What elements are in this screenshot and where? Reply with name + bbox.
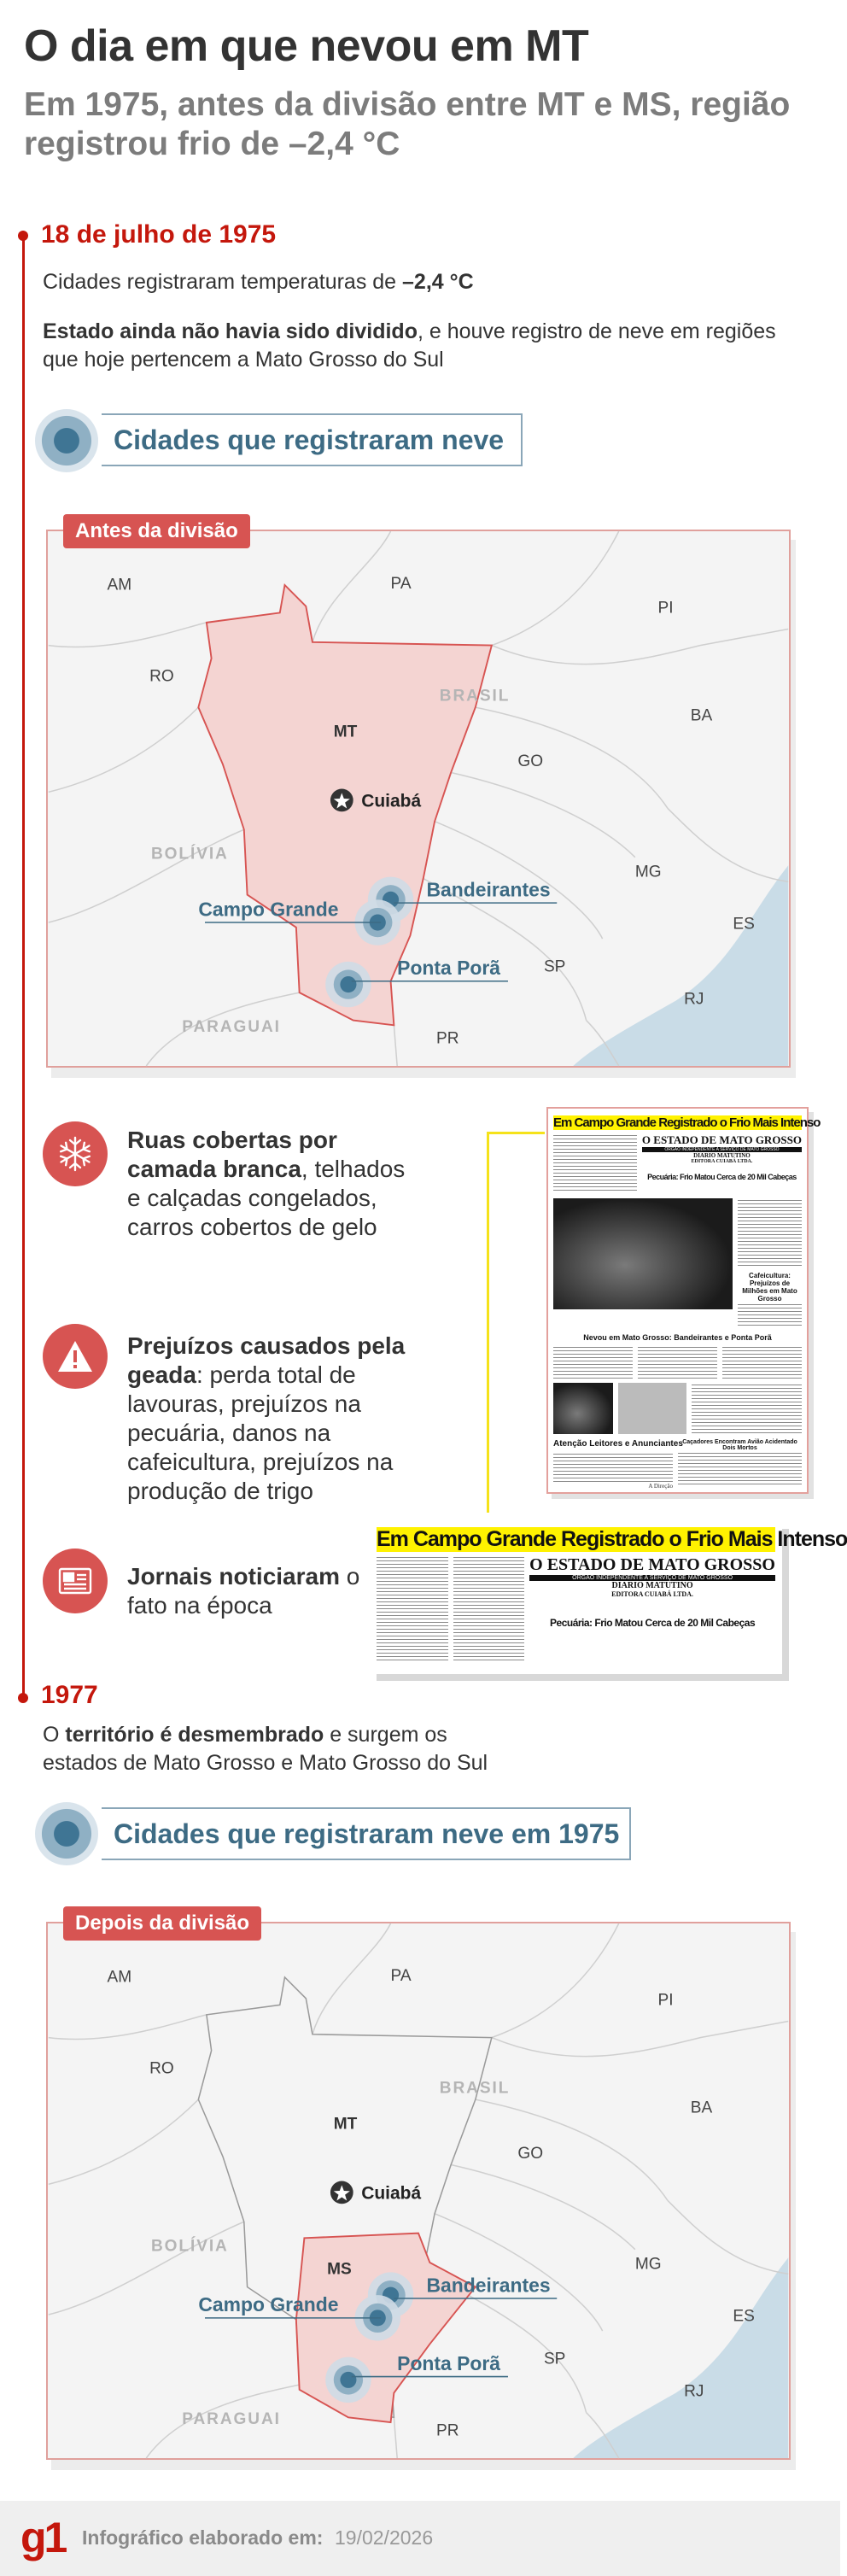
newspaper-edition: DIARIO MATUTINO xyxy=(693,1152,751,1159)
state-label-pi: PI xyxy=(657,599,674,618)
state-label-mt: MT xyxy=(333,723,358,741)
snow-marker-core xyxy=(340,2372,356,2388)
country-label-paraguai: PARAGUAI xyxy=(182,1017,281,1036)
timeline-dot-1975 xyxy=(18,231,28,241)
snow-marker-icon xyxy=(35,409,98,472)
newspaper-masthead: O ESTADO DE MATO GROSSO xyxy=(529,1555,775,1574)
date-1977: 1977 xyxy=(41,1681,98,1709)
map-tab-before: Antes da divisão xyxy=(63,514,250,548)
state-label-am: AM xyxy=(107,576,132,594)
timeline-dot-1977 xyxy=(18,1693,28,1703)
fact-bold: Jornais noticiaram xyxy=(127,1563,340,1590)
snow-legend: Cidades que registraram neve xyxy=(102,413,523,466)
newspaper-subheadline: Pecuária: Frio Matou Cerca de 20 Mil Cabeças xyxy=(647,1173,797,1181)
date-1975: 18 de julho de 1975 xyxy=(41,220,277,249)
fact-snow xyxy=(127,1126,409,1242)
page-title: O dia em que nevou em MT xyxy=(24,21,589,71)
newspaper-story: Cafeicultura: Prejuízos de Milhões em Mato Grosso xyxy=(742,1272,797,1303)
map-after-division xyxy=(46,1922,791,2460)
newspaper-story: Atenção Leitores e Anunciantes xyxy=(553,1439,683,1449)
state-label-ro: RO xyxy=(149,2059,174,2078)
division-text xyxy=(43,318,777,374)
newspaper-publisher: EDITORA CUIABÁ LTDA. xyxy=(611,1590,693,1598)
state-label-ba: BA xyxy=(690,706,713,725)
country-label-paraguai: PARAGUAI xyxy=(182,2409,281,2428)
snow-marker-core xyxy=(340,976,356,992)
fact-damage xyxy=(127,1332,409,1506)
city-label-campo-grande: Campo Grande xyxy=(198,2293,339,2316)
newspaper-headline: Em Campo Grande Registrado o Frio Mais Intenso xyxy=(553,1115,821,1130)
division-bold: Estado ainda não havia sido dividido xyxy=(43,319,418,343)
fact-bold: Ruas cobertas por camada branca xyxy=(127,1127,337,1182)
map-before-division xyxy=(46,530,791,1068)
country-label-bolivia: BOLÍVIA xyxy=(151,845,229,864)
city-label-ponta-pora: Ponta Porã xyxy=(397,957,501,980)
state-label-sp: SP xyxy=(543,2350,566,2368)
city-label-ponta-pora: Ponta Porã xyxy=(397,2351,501,2374)
state-label-ba: BA xyxy=(690,2099,713,2117)
fact-bold: Prejuízos causados pela geada xyxy=(127,1332,406,1388)
state-label-ms: MS xyxy=(327,2260,352,2279)
newspaper-story: Nevou em Mato Grosso: Bandeirantes e Ponta Porã xyxy=(583,1333,772,1342)
newspaper-masthead: O ESTADO DE MATO GROSSO xyxy=(641,1133,802,1146)
state-label-ro: RO xyxy=(149,667,174,686)
state-label-pa: PA xyxy=(390,1966,412,1985)
country-label-bolivia: BOLÍVIA xyxy=(151,2237,229,2256)
division-rest: , e houve registro de neve em regiões que hoje pertencem a Mato Grosso do Sul xyxy=(43,319,776,372)
newspaper-icon xyxy=(43,1549,108,1613)
state-label-sp: SP xyxy=(543,957,566,976)
snowflake-icon xyxy=(43,1121,108,1186)
state-label-pa: PA xyxy=(390,574,412,593)
g1-logo[interactable]: g1 xyxy=(20,2514,66,2561)
dismemberment-text xyxy=(43,1721,521,1777)
page-subtitle: Em 1975, antes da divisão entre MT e MS, região registrou frio de –2,4 °C xyxy=(24,86,791,162)
newspaper-publisher: EDITORA CUIABÁ LTDA. xyxy=(691,1159,753,1164)
connector-line-horizontal xyxy=(487,1132,545,1134)
city-label-bandeirantes: Bandeirantes xyxy=(426,878,551,901)
timeline-line xyxy=(22,237,25,1698)
state-label-pi: PI xyxy=(657,1991,674,2010)
newspaper-headline: Em Campo Grande Registrado o Frio Mais Intenso xyxy=(377,1527,847,1551)
temperature-text xyxy=(43,268,777,296)
state-label-rj: RJ xyxy=(684,990,704,1009)
city-label-cuiaba: Cuiabá xyxy=(361,2183,422,2204)
newspaper-photo xyxy=(553,1198,733,1309)
warning-icon xyxy=(43,1324,108,1389)
text-pre: O xyxy=(43,1723,66,1747)
country-label-brasil: BRASIL xyxy=(439,687,511,705)
fact-rest: : perda total de lavouras, prejuízos na pecuária, danos na cafeicultura, prejuízos na produção de trigo xyxy=(127,1361,394,1504)
map-svg xyxy=(48,531,789,1066)
state-label-am: AM xyxy=(107,1968,132,1987)
footer-label: Infográfico elaborado em: xyxy=(82,2526,324,2549)
connector-line xyxy=(487,1132,489,1513)
map-svg xyxy=(48,1923,789,2458)
snow-marker-icon xyxy=(35,1802,98,1865)
footer-date: 19/02/2026 xyxy=(335,2526,434,2549)
state-label-go: GO xyxy=(517,752,544,770)
newspaper-story: Caçadores Encontram Avião Acidentado Dois Mortos xyxy=(682,1439,797,1451)
temperature-value: –2,4 °C xyxy=(402,270,474,294)
text-bold: território é desmembrado xyxy=(65,1723,324,1747)
state-label-go: GO xyxy=(517,2144,544,2163)
city-label-cuiaba: Cuiabá xyxy=(361,791,422,811)
fact-newspapers xyxy=(127,1562,363,1620)
state-label-es: ES xyxy=(733,2307,755,2326)
footer xyxy=(0,2501,840,2576)
state-label-es: ES xyxy=(733,915,755,934)
newspaper-clipping-image xyxy=(370,1522,847,1674)
temperature-label: Cidades registraram temperaturas de xyxy=(43,270,403,294)
newspaper-tagline: ÓRGÃO INDEPENDENTE A SERVIÇO DE MATO GROSSO xyxy=(642,1147,802,1152)
fact-rest: o fato na época xyxy=(127,1563,360,1619)
newspaper-page-image xyxy=(546,1107,821,1494)
text-rest: e surgem os estados de Mato Grosso e Mato Grosso do Sul xyxy=(43,1723,488,1775)
newspaper-edition: DIARIO MATUTINO xyxy=(611,1581,693,1590)
newspaper-signature: A Direção xyxy=(648,1483,673,1490)
city-label-campo-grande: Campo Grande xyxy=(198,898,339,921)
state-label-mt: MT xyxy=(333,2115,358,2134)
state-label-pr: PR xyxy=(435,2421,459,2440)
state-label-mg: MG xyxy=(634,2255,662,2274)
state-label-pr: PR xyxy=(435,1029,459,1048)
state-label-rj: RJ xyxy=(684,2382,704,2401)
map-tab-after: Depois da divisão xyxy=(63,1906,261,1941)
snow-legend-1975: Cidades que registraram neve em 1975 xyxy=(102,1807,631,1860)
newspaper-tagline: ÓRGÃO INDEPENDENTE A SERVIÇO DE MATO GROSSO xyxy=(529,1575,775,1581)
city-label-bandeirantes: Bandeirantes xyxy=(426,2274,551,2297)
state-label-mg: MG xyxy=(634,863,662,881)
fact-rest: , telhados e calçadas congelados, carros cobertos de gelo xyxy=(127,1156,406,1240)
country-label-brasil: BRASIL xyxy=(439,2079,511,2098)
newspaper-subheadline: Pecuária: Frio Matou Cerca de 20 Mil Cabeças xyxy=(550,1617,756,1629)
